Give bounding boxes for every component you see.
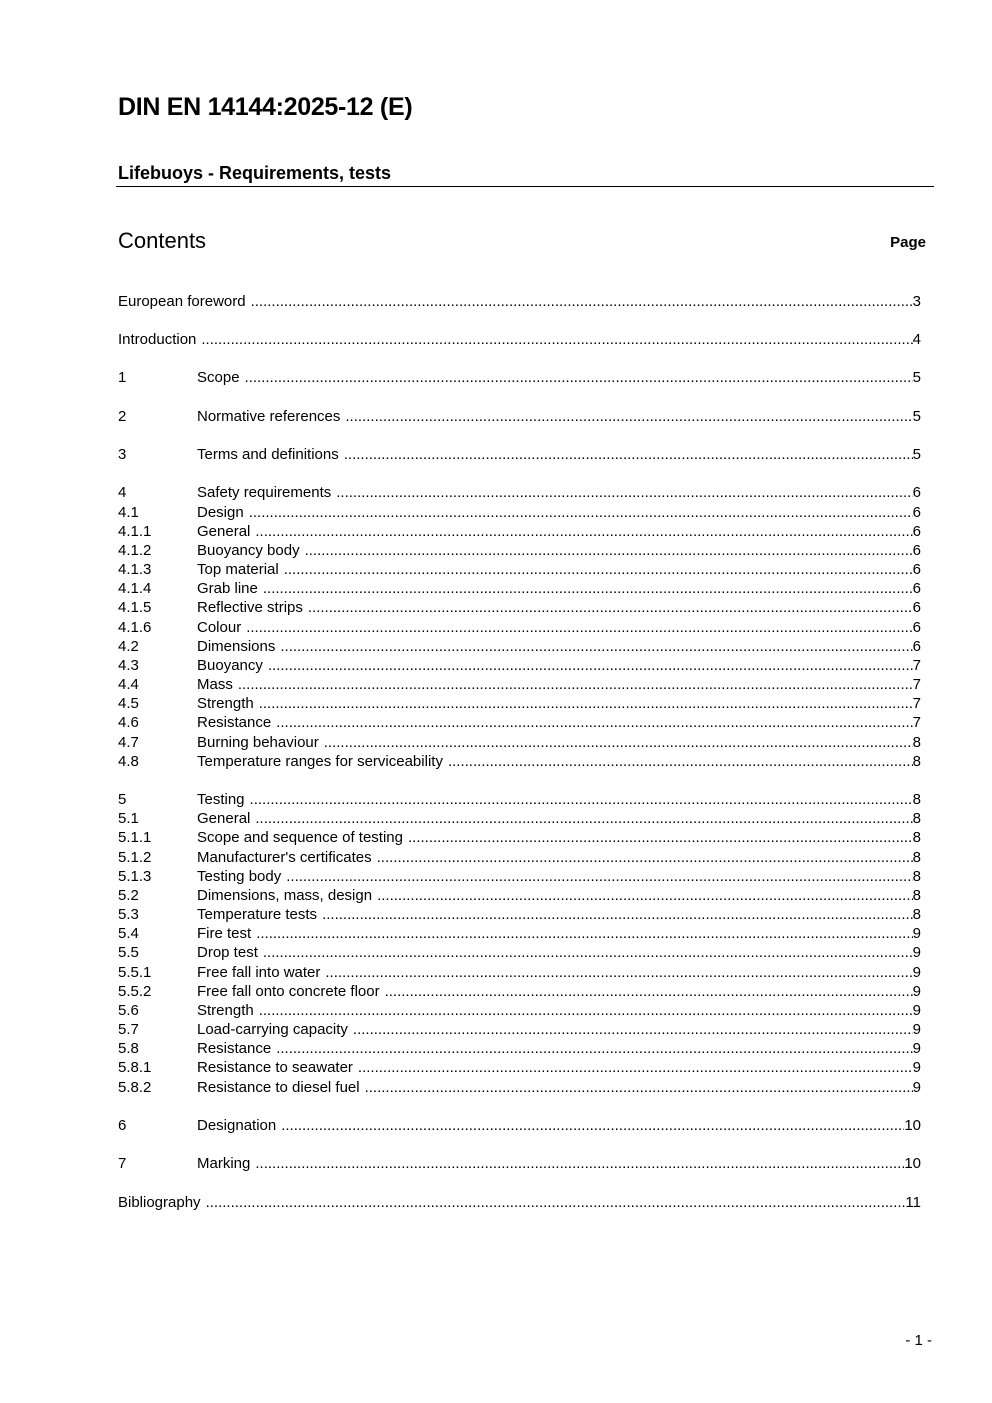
toc-entry-number: 4.7 <box>118 734 139 751</box>
toc-entry-page: 8 <box>912 791 921 808</box>
toc-entry-title: Safety requirements <box>197 484 332 501</box>
toc-dot-leader <box>255 522 912 541</box>
toc-entry[interactable] <box>118 694 921 713</box>
toc-entry[interactable] <box>118 1058 921 1077</box>
toc-entry-title: Temperature ranges for serviceability <box>197 753 443 770</box>
toc-entry-title: Fire test <box>197 925 252 942</box>
toc-entry[interactable] <box>118 292 921 311</box>
toc-entry-title: General <box>197 523 251 540</box>
toc-entry-title: Mass <box>197 676 233 693</box>
toc-entry[interactable] <box>118 924 921 943</box>
toc-entry-page: 5 <box>912 446 921 463</box>
toc-entry-number: 3 <box>118 446 127 463</box>
toc-entry-number: 4.4 <box>118 676 139 693</box>
toc-entry-page: 9 <box>912 1021 921 1038</box>
toc-dot-leader <box>238 675 913 694</box>
contents-heading: Contents <box>118 228 207 253</box>
toc-entry[interactable] <box>118 886 921 905</box>
toc-entry-title: Top material <box>197 561 279 578</box>
toc-entry-page: 7 <box>912 657 921 674</box>
toc-entry-number: 4.8 <box>118 753 139 770</box>
toc-entry-title: Temperature tests <box>197 906 318 923</box>
toc-entry-page: 9 <box>912 983 921 1000</box>
toc-entry-title: Resistance <box>197 714 272 731</box>
toc-dot-leader <box>259 694 913 713</box>
toc-entry-title: Burning behaviour <box>197 734 319 751</box>
toc-entry-title: Testing body <box>197 868 282 885</box>
toc-entry[interactable] <box>118 330 921 349</box>
toc-entry[interactable] <box>118 1193 921 1212</box>
document-subtitle: Lifebuoys - Requirements, tests <box>118 163 392 183</box>
toc-dot-leader <box>251 292 913 311</box>
toc-entry-title: Testing <box>197 791 245 808</box>
toc-entry[interactable] <box>118 809 921 828</box>
toc-dot-leader <box>358 1058 913 1077</box>
toc-dot-leader <box>322 905 913 924</box>
toc-dot-leader <box>284 560 913 579</box>
toc-entry-number: 4.1.2 <box>118 542 152 559</box>
toc-entry[interactable] <box>118 982 921 1001</box>
toc-dot-leader <box>255 809 912 828</box>
toc-entry-number: 6 <box>118 1117 127 1134</box>
toc-entry-title: Designation <box>197 1117 277 1134</box>
toc-entry-page: 6 <box>912 580 921 597</box>
toc-entry-page: 6 <box>912 599 921 616</box>
toc-entry[interactable] <box>118 445 921 464</box>
toc-entry[interactable] <box>118 541 921 560</box>
toc-entry-number: 5.7 <box>118 1021 139 1038</box>
toc-entry[interactable] <box>118 637 921 656</box>
toc-entry-number: 1 <box>118 369 127 386</box>
toc-entry-page: 8 <box>912 810 921 827</box>
toc-entry[interactable] <box>118 368 921 387</box>
toc-entry[interactable] <box>118 752 921 771</box>
toc-entry-title: Resistance to seawater <box>197 1059 353 1076</box>
toc-entry[interactable] <box>118 1078 921 1097</box>
toc-entry-page: 8 <box>912 753 921 770</box>
toc-entry-title: Colour <box>197 619 242 636</box>
toc-entry[interactable] <box>118 1039 921 1058</box>
toc-entry-page: 4 <box>912 331 921 348</box>
page-column-label: Page <box>890 234 926 251</box>
toc-entry-title: Strength <box>197 695 254 712</box>
toc-entry-page: 8 <box>912 849 921 866</box>
toc-dot-leader <box>206 1193 906 1212</box>
toc-entry-title: Strength <box>197 1002 254 1019</box>
toc-entry-page: 6 <box>912 542 921 559</box>
toc-entry-number: 4 <box>118 484 127 501</box>
toc-entry-title: Bibliography <box>118 1194 201 1211</box>
toc-entry[interactable] <box>118 713 921 732</box>
toc-entry[interactable] <box>118 579 921 598</box>
toc-entry[interactable] <box>118 407 921 426</box>
toc-entry-page: 9 <box>912 1079 921 1096</box>
toc-entry-number: 4.1.6 <box>118 619 152 636</box>
toc-entry[interactable] <box>118 560 921 579</box>
toc-dot-leader <box>308 598 913 617</box>
toc-entry-page: 10 <box>904 1155 921 1172</box>
toc-entry-title: Resistance <box>197 1040 272 1057</box>
toc-entry-title: Free fall onto concrete floor <box>197 983 380 1000</box>
footer-page-number: - 1 - <box>905 1332 932 1349</box>
toc-entry-title: Reflective strips <box>197 599 303 616</box>
toc-entry-number: 5.8 <box>118 1040 139 1057</box>
toc-entry[interactable] <box>118 618 921 637</box>
toc-entry-page: 9 <box>912 964 921 981</box>
toc-dot-leader <box>305 541 913 560</box>
toc-entry-number: 4.1.3 <box>118 561 152 578</box>
toc-entry-number: 4.1.4 <box>118 580 152 597</box>
toc-entry-page: 9 <box>912 925 921 942</box>
toc-dot-leader <box>377 886 913 905</box>
toc-entry-page: 9 <box>912 1059 921 1076</box>
toc-entry-page: 8 <box>912 734 921 751</box>
toc-entry-title: Manufacturer's certificates <box>197 849 372 866</box>
toc-entry-title: Free fall into water <box>197 964 321 981</box>
toc-entry-number: 5.5.2 <box>118 983 152 1000</box>
toc-dot-leader <box>276 1039 912 1058</box>
toc-entry-page: 6 <box>912 561 921 578</box>
toc-dot-leader <box>201 330 912 349</box>
toc-dot-leader <box>256 924 912 943</box>
toc-dot-leader <box>353 1020 913 1039</box>
toc-entry-number: 5.8.2 <box>118 1079 152 1096</box>
toc-entry-page: 9 <box>912 1002 921 1019</box>
toc-entry[interactable] <box>118 790 921 809</box>
toc-dot-leader <box>246 618 912 637</box>
toc-dot-leader <box>324 733 913 752</box>
toc-entry[interactable] <box>118 848 921 867</box>
toc-entry-number: 5 <box>118 791 127 808</box>
toc-entry[interactable] <box>118 867 921 886</box>
toc-entry-number: 2 <box>118 408 127 425</box>
toc-dot-leader <box>249 503 913 522</box>
toc-entry-title: Resistance to diesel fuel <box>197 1079 360 1096</box>
toc-entry-page: 9 <box>912 944 921 961</box>
toc-dot-leader <box>286 867 912 886</box>
toc-dot-leader <box>325 963 912 982</box>
toc-dot-leader <box>344 445 913 464</box>
toc-dot-leader <box>280 637 912 656</box>
toc-entry-title: Drop test <box>197 944 258 961</box>
toc-entry-title: Dimensions <box>197 638 276 655</box>
toc-entry-page: 7 <box>912 676 921 693</box>
toc-entry-number: 5.5.1 <box>118 964 152 981</box>
toc-dot-leader <box>268 656 913 675</box>
toc-entry-title: Dimensions, mass, design <box>197 887 373 904</box>
toc-entry[interactable] <box>118 656 921 675</box>
toc-entry[interactable] <box>118 1001 921 1020</box>
toc-dot-leader <box>336 483 912 502</box>
toc-entry[interactable] <box>118 828 921 847</box>
toc-entry-number: 5.1.3 <box>118 868 152 885</box>
toc-dot-leader <box>263 943 913 962</box>
toc-entry[interactable] <box>118 1020 921 1039</box>
toc-entry-page: 11 <box>905 1194 921 1211</box>
toc-entry-title: Marking <box>197 1155 251 1172</box>
toc-dot-leader <box>245 368 913 387</box>
toc-entry[interactable] <box>118 1116 921 1135</box>
toc-entry[interactable] <box>118 733 921 752</box>
toc-dot-leader <box>259 1001 913 1020</box>
toc-entry[interactable] <box>118 598 921 617</box>
toc-entry[interactable] <box>118 943 921 962</box>
toc-entry-number: 4.2 <box>118 638 139 655</box>
document-title: DIN EN 14144:2025-12 (E) <box>118 93 413 121</box>
toc-entry-page: 6 <box>912 619 921 636</box>
toc-entry-number: 5.2 <box>118 887 139 904</box>
toc-entry-number: 4.5 <box>118 695 139 712</box>
toc-entry-number: 5.1 <box>118 810 139 827</box>
toc-entry-title: Design <box>197 504 244 521</box>
toc-entry[interactable] <box>118 503 921 522</box>
toc-entry-title: Buoyancy body <box>197 542 300 559</box>
toc-entry-title: Normative references <box>197 408 341 425</box>
toc-entry-number: 5.1.1 <box>118 829 152 846</box>
toc-entry-page: 5 <box>912 369 921 386</box>
toc-entry-title: Scope <box>197 369 240 386</box>
toc-entry-page: 6 <box>912 504 921 521</box>
toc-entry-number: 5.5 <box>118 944 139 961</box>
toc-entry[interactable] <box>118 905 921 924</box>
toc-entry-number: 5.4 <box>118 925 139 942</box>
toc-entry[interactable] <box>118 522 921 541</box>
toc-entry-page: 3 <box>912 293 921 310</box>
toc-entry-number: 5.8.1 <box>118 1059 152 1076</box>
toc-entry-number: 7 <box>118 1155 127 1172</box>
toc-dot-leader <box>281 1116 904 1135</box>
toc-entry-page: 8 <box>912 829 921 846</box>
toc-entry-page: 7 <box>912 695 921 712</box>
toc-entry-page: 6 <box>912 523 921 540</box>
toc-entry[interactable] <box>118 1154 921 1173</box>
toc-entry[interactable] <box>118 483 921 502</box>
toc-dot-leader <box>345 407 912 426</box>
toc-entry-number: 5.1.2 <box>118 849 152 866</box>
toc-entry-number: 4.1.1 <box>118 523 152 540</box>
toc-entry-page: 8 <box>912 868 921 885</box>
toc-entry[interactable] <box>118 675 921 694</box>
toc-dot-leader <box>408 828 913 847</box>
toc-entry-page: 6 <box>912 484 921 501</box>
toc-dot-leader <box>365 1078 913 1097</box>
toc-dot-leader <box>377 848 913 867</box>
toc-dot-leader <box>250 790 913 809</box>
toc-entry-title: Introduction <box>118 331 197 348</box>
toc-entry-title: Load-carrying capacity <box>197 1021 348 1038</box>
toc-entry-page: 8 <box>912 906 921 923</box>
toc-entry-title: European foreword <box>118 293 246 310</box>
toc-entry-title: Buoyancy <box>197 657 263 674</box>
toc-entry-page: 8 <box>912 887 921 904</box>
toc-entry-page: 5 <box>912 408 921 425</box>
toc-entry-page: 6 <box>912 638 921 655</box>
toc-entry-title: Grab line <box>197 580 258 597</box>
toc-entry-page: 7 <box>912 714 921 731</box>
toc-dot-leader <box>276 713 912 732</box>
toc-entry-number: 4.6 <box>118 714 139 731</box>
toc-entry-number: 5.3 <box>118 906 139 923</box>
toc-dot-leader <box>255 1154 904 1173</box>
toc-dot-leader <box>448 752 913 771</box>
toc-entry-title: General <box>197 810 251 827</box>
toc-dot-leader <box>263 579 913 598</box>
toc-entry-page: 10 <box>904 1117 921 1134</box>
toc-entry-number: 4.3 <box>118 657 139 674</box>
toc-entry-page: 9 <box>912 1040 921 1057</box>
toc-dot-leader <box>385 982 913 1001</box>
toc-entry-number: 4.1 <box>118 504 139 521</box>
toc-entry-title: Terms and definitions <box>197 446 339 463</box>
toc-entry[interactable] <box>118 963 921 982</box>
toc-entry-number: 4.1.5 <box>118 599 152 616</box>
toc-entry-number: 5.6 <box>118 1002 139 1019</box>
toc-entry-title: Scope and sequence of testing <box>197 829 403 846</box>
